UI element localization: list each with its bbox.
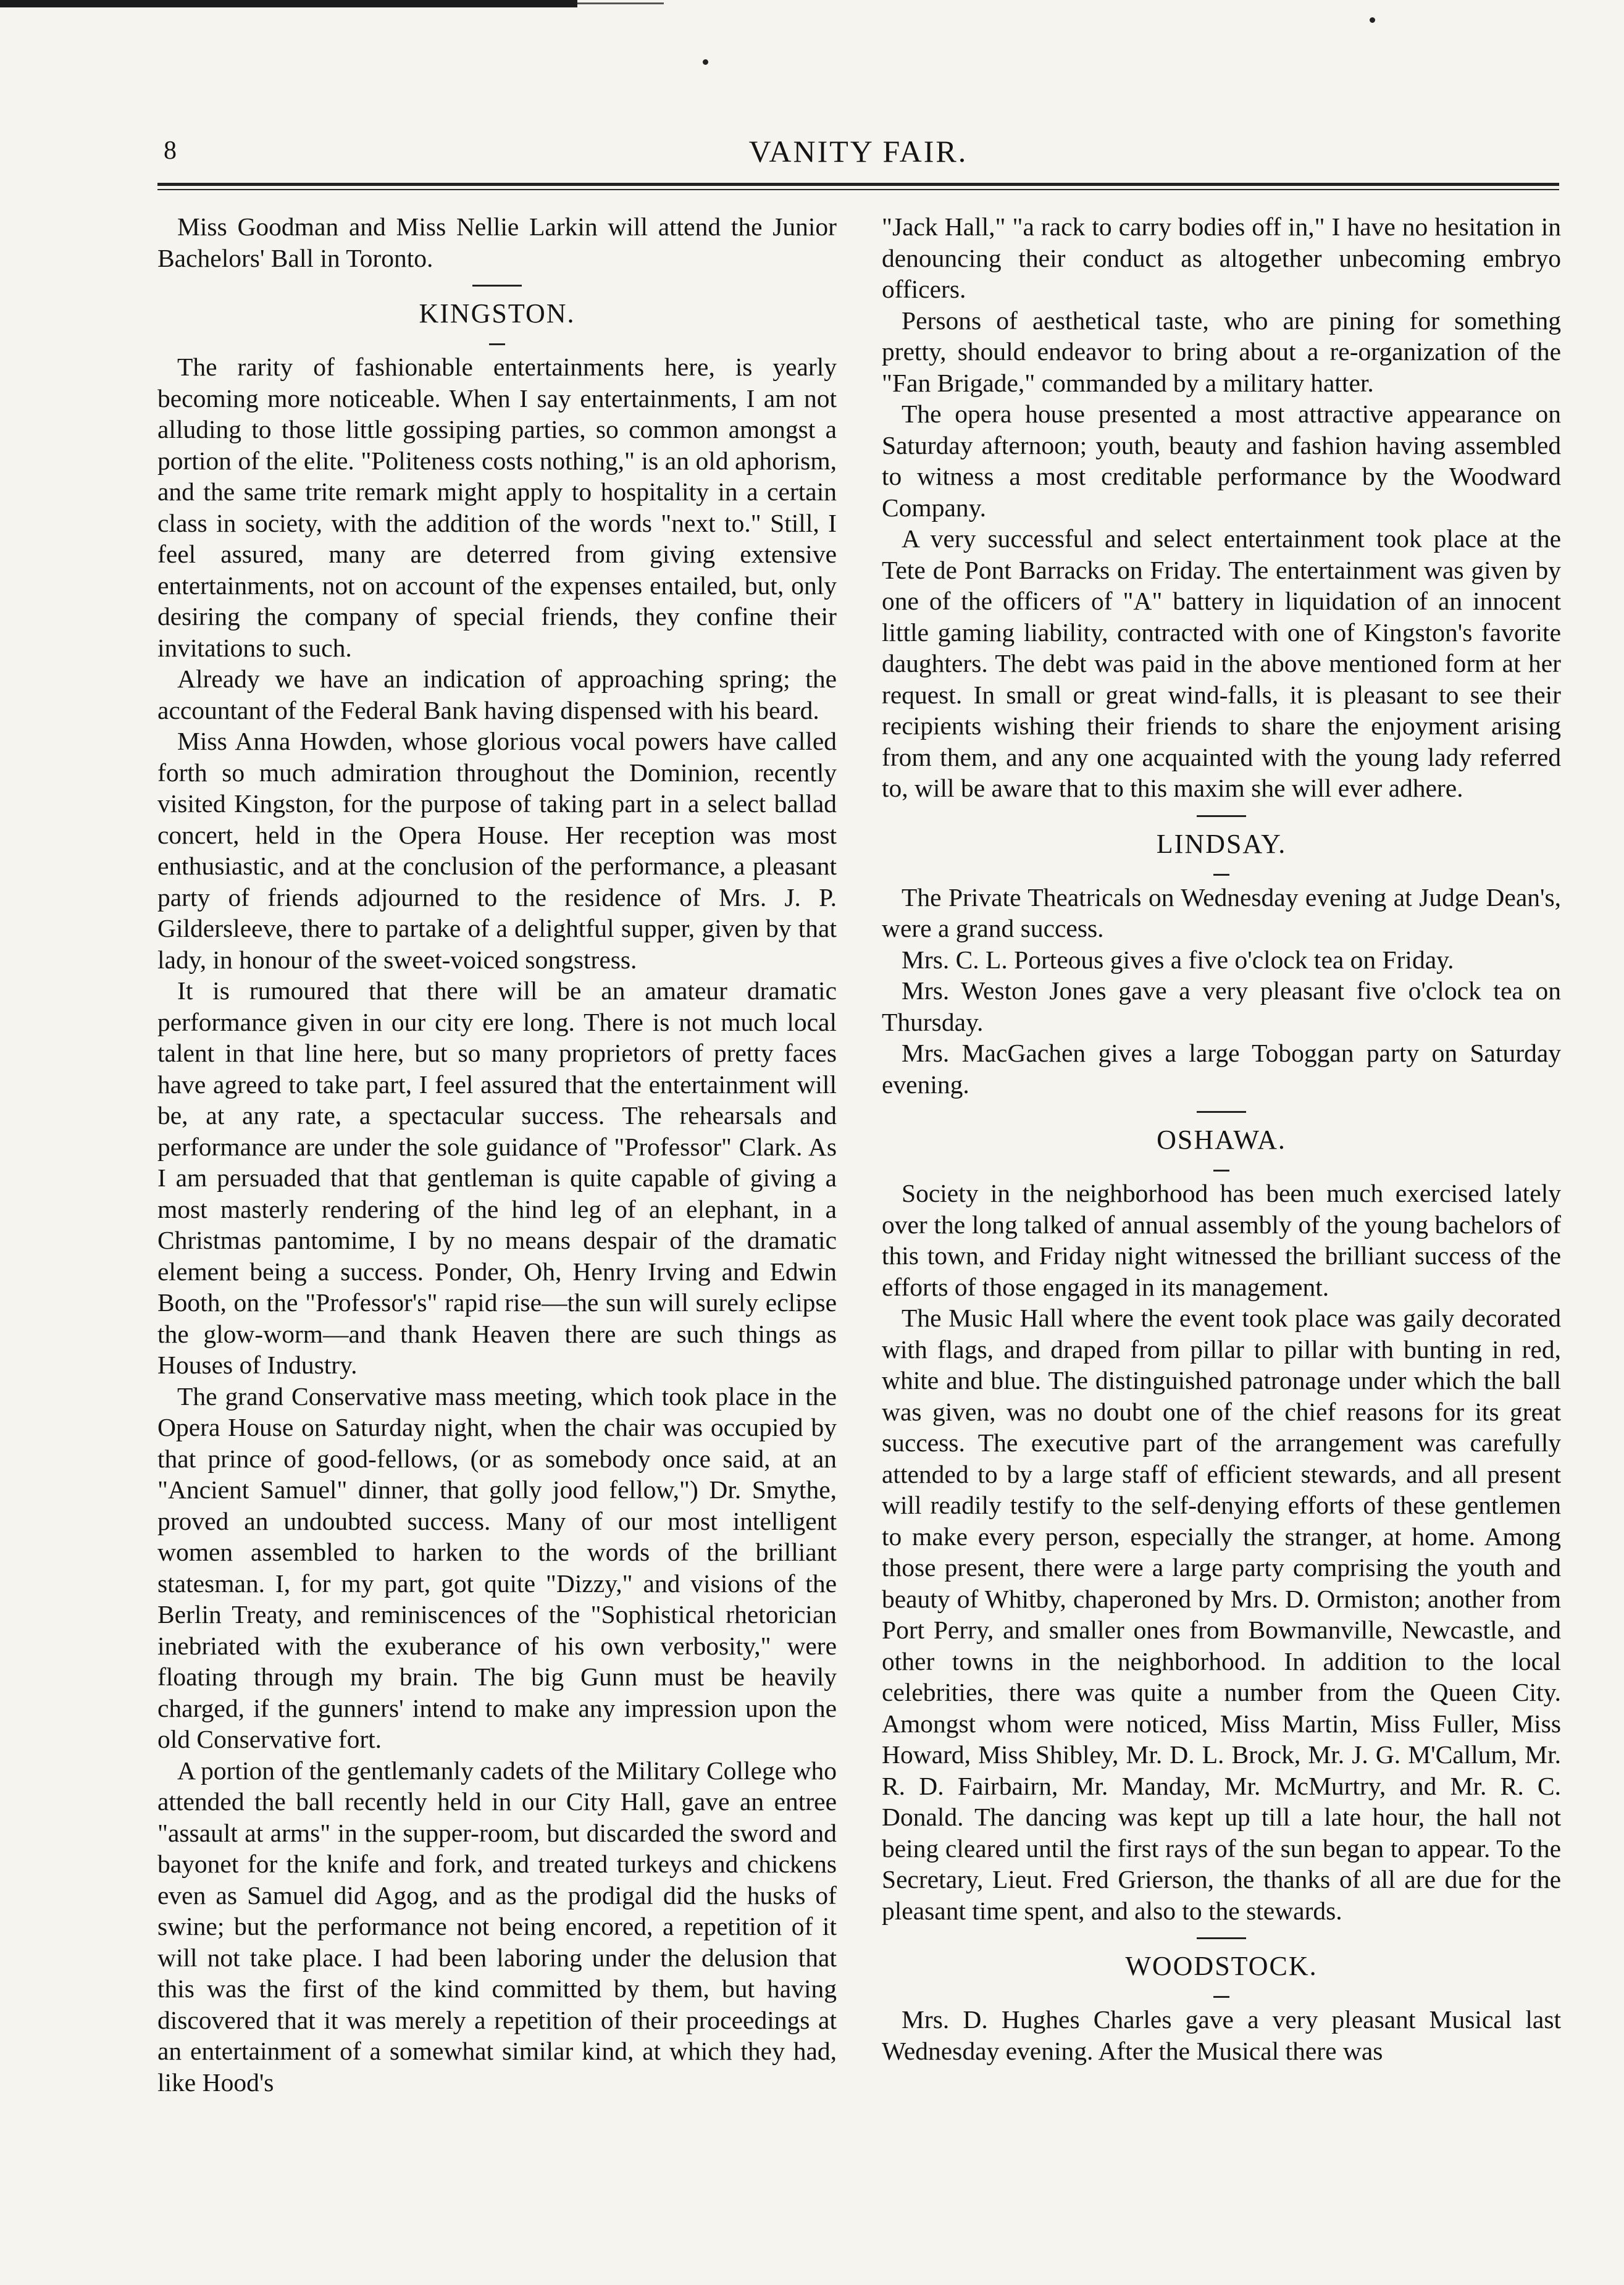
section-divider (472, 285, 522, 287)
article-paragraph: The Private Theatricals on Wednesday evening at Judge Dean's, were a grand success. (882, 883, 1561, 942)
article-paragraph: Miss Goodman and Miss Nellie Larkin will attend the Junior Bachelors' Ball in Toronto. (157, 212, 837, 272)
article-paragraph: Mrs. C. L. Porteous gives a five o'clock tea on Friday. (902, 945, 1454, 974)
article-paragraph: Persons of aesthetical taste, who are pining for something pretty, should endeavor to bring about a re-organization of the "Fan Brigade," commanded by a military hatter. (882, 306, 1561, 397)
left-column (157, 211, 837, 2098)
article-paragraph: Miss Anna Howden, whose glorious vocal powers have called forth so much admiration throughout the Dominion, recently visited Kingston, for the purpose of taking part in a select ballad concert, held in the Opera House. Her reception was most enthusiastic, and at the conclusion of the performance, a pleasant party of friends adjourned to the residence of Mrs. J. P. Gildersleeve, there to partake of a delightful supper, given by that lady, in honour of the sweet-voiced songstress. (157, 727, 837, 974)
article-paragraph: "Jack Hall," "a rack to carry bodies off in," I have no hesitation in denouncing their conduct as altogether unbecoming embryo officers. (882, 212, 1561, 303)
section-heading: OSHAWA. (882, 1124, 1561, 1172)
header-rule-thin (157, 189, 1559, 190)
article-paragraph: A very successful and select entertainment took place at the Tete de Pont Barracks on Friday. The entertainment was given by one of the officers of "A" battery in liquidation of an innocent little gaming liability, contracted with one of Kingston's favorite daughters. The debt was paid in the above mentioned form at her request. In small or great wind-falls, it is pleasant to see their recipients wishing their friends to share the enjoyment arising from them, and any one acquainted with the young lady referred to, will be aware that to this maxim she will ever adhere. (882, 524, 1561, 802)
right-column (882, 211, 1561, 2066)
section-heading: KINGSTON. (157, 298, 837, 345)
article-paragraph: The opera house presented a most attractive appearance on Saturday afternoon; youth, beauty and fashion having assembled to witness a most creditable performance by the Woodward Company. (882, 400, 1561, 522)
article-paragraph: Mrs. D. Hughes Charles gave a very pleasant Musical last Wednesday evening. After the Musical there was (882, 2005, 1561, 2065)
article-paragraph: A portion of the gentlemanly cadets of the Military College who attended the ball recently held in our City Hall, gave an entree "assault at arms" in the supper-room, but discarded the sword and bayonet for the knife and fork, and treated turkeys and chickens even as Samuel did Agog, and as the prodigal did the husks of swine; but the performance not being encored, a repetition of it will not take place. I had been laboring under the delusion that this was the first of the kind committed by them, but having discovered that it was merely a repetition of their proceedings at an entertainment of a somewhat similar kind, at which they had, like Hood's (157, 1756, 837, 2097)
article-paragraph: Already we have an indication of approaching spring; the accountant of the Federal Bank having dispensed with his beard. (157, 665, 837, 724)
ink-speck (1370, 17, 1375, 23)
section-heading: WOODSTOCK. (882, 1950, 1561, 1998)
section-divider (1197, 815, 1246, 817)
article-paragraph: It is rumoured that there will be an amateur dramatic performance given in our city ere long. There is not much local talent in that line here, but so many proprietors of pretty faces have agreed to take part, I feel assured that the entertainment will be, at any rate, a spectacular success. The rehearsals and performance are under the sole guidance of "Professor" Clark. As I am persuaded that that gentleman is quite capable of giving a most masterly rendering of the hind leg of an elephant, in a Christmas pantomime, I by no means despair of the dramatic element being a success. Ponder, Oh, Henry Irving and Edwin Booth, on the "Professor's" rapid rise—the sun will surely eclipse the glow-worm—and thank Heaven there are such things as Houses of Industry. (157, 976, 837, 1379)
section-divider (1197, 1111, 1246, 1113)
article-paragraph: The grand Conservative mass meeting, which took place in the Opera House on Saturday night, when the chair was occupied by that prince of good-fellows, (or as somebody once said, at an "Ancient Samuel" dinner, that golly jood fellow,") Dr. Smythe, proved an undoubted success. Many of our most intelligent women assembled to harken to the words of the brilliant statesman. I, for my part, got quite "Dizzy," and visions of the Berlin Treaty, and reminiscences of the "Sophistical rhetorician inebriated with the exuberance of his own verbosity," were floating through my brain. The big Gunn must be heavily charged, if the gunners' intend to make any impression upon the old Conservative fort. (157, 1381, 837, 1753)
article-paragraph: The rarity of fashionable entertainments here, is yearly becoming more noticeable. When I say entertainments, I am not alluding to those little gossiping parties, so common amongst a portion of the elite. "Politeness costs nothing," is an old aphorism, and the same trite remark might apply to hospitality in a certain class in society, with the addition of the words "next to." Still, I feel assured, many are deterred from giving extensive entertainments, not on account of the expenses entailed, but, only desiring the company of special friends, they confine their invitations to such. (157, 353, 837, 662)
masthead-title: VANITY FAIR. (748, 134, 968, 169)
section-divider (1197, 1937, 1246, 1939)
article-paragraph: Mrs. MacGachen gives a large Toboggan party on Saturday evening. (882, 1039, 1561, 1099)
ink-speck (703, 59, 708, 65)
article-paragraph: The Music Hall where the event took place was gaily decorated with flags, and draped from pillar to pillar with bunting in red, white and blue. The distinguished patronage under which the ball was given, was no doubt one of the chief reasons for its great success. The executive part of the arrangement was carefully attended to by a large staff of efficient stewards, and all present will readily testify to the self-denying efforts of these gentlemen to make every person, especially the stranger, at home. Among those present, there were a large party comprising the youth and beauty of Whitby, chaperoned by Mrs. D. Ormiston; another from Port Perry, and smaller ones from Bowmanville, Newcastle, and other towns in the neighborhood. In addition to the local celebrities, there was quite a number from the Queen City. Amongst whom were noticed, Miss Martin, Miss Fuller, Miss Howard, Miss Shibley, Mr. D. L. Brock, Mr. J. G. M'Callum, Mr. R. D. Fairbairn, Mr. Manday, Mr. McMurtry, and Mr. R. C. Donald. The dancing was kept up till a late hour, the hall not being cleared until the first rays of the sun began to appear. To the Secretary, Lieut. Fred Grierson, the thanks of all are due for the pleasant time spent, and also to the stewards. (882, 1304, 1561, 1925)
top-border-mark-thin (577, 2, 664, 4)
page-header (157, 131, 1559, 169)
header-rule (157, 183, 1559, 186)
article-paragraph: Society in the neighborhood has been much exercised lately over the long talked of annual assembly of the young bachelors of this town, and Friday night witnessed the brilliant success of the efforts of those engaged in its management. (882, 1179, 1561, 1301)
section-heading: LINDSAY. (882, 828, 1561, 876)
page-number: 8 (164, 136, 177, 165)
article-paragraph: Mrs. Weston Jones gave a very pleasant five o'clock tea on Thursday. (882, 976, 1561, 1036)
top-border-mark (0, 0, 577, 7)
